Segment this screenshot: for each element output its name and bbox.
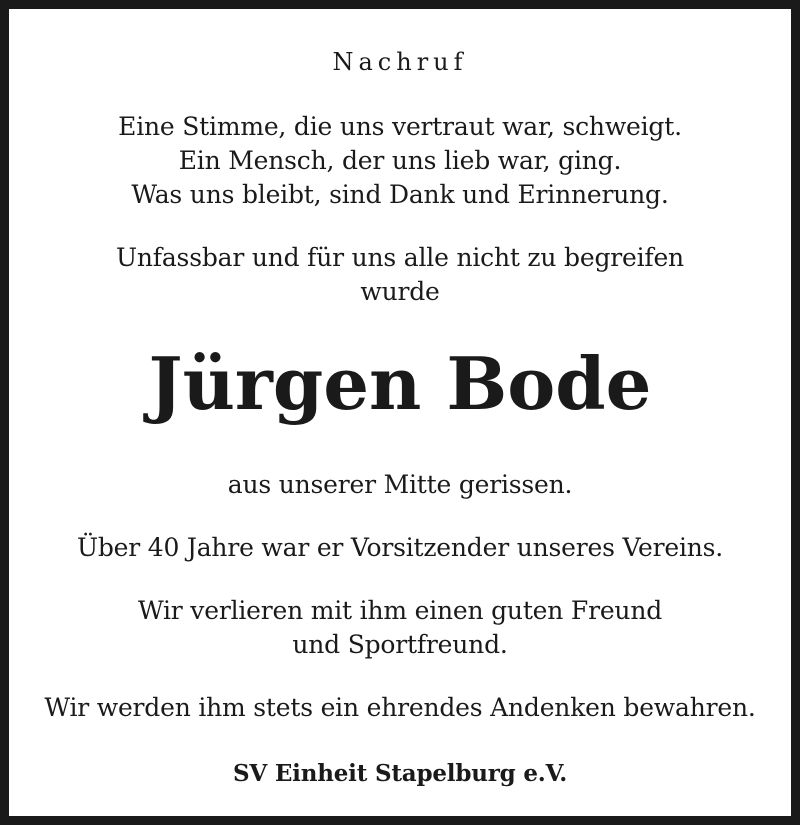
deceased-name: Jürgen Bode bbox=[148, 341, 652, 426]
loss-line-2: und Sportfreund. bbox=[292, 630, 508, 659]
notice-heading: Nachruf bbox=[332, 48, 468, 76]
tenure-text: Über 40 Jahre war er Vorsitzender unseres Vereins. bbox=[76, 533, 724, 562]
verse-line-2: Ein Mensch, der uns lieb war, ging. bbox=[178, 146, 622, 175]
intro-line-1: Unfassbar und für uns alle nicht zu begreifen bbox=[116, 243, 684, 272]
club-signature: SV Einheit Stapelburg e.V. bbox=[232, 760, 568, 787]
loss-line-1: Wir verlieren mit ihm einen guten Freund bbox=[137, 596, 663, 625]
intro-line-2: wurde bbox=[360, 277, 440, 306]
verse-line-3: Was uns bleibt, sind Dank und Erinnerung. bbox=[131, 180, 669, 209]
verse-line-1: Eine Stimme, die uns vertraut war, schweigt. bbox=[118, 112, 682, 141]
memory-text: Wir werden ihm stets ein ehrendes Andenken bewahren. bbox=[44, 693, 756, 722]
after-name-text: aus unserer Mitte gerissen. bbox=[227, 470, 573, 499]
